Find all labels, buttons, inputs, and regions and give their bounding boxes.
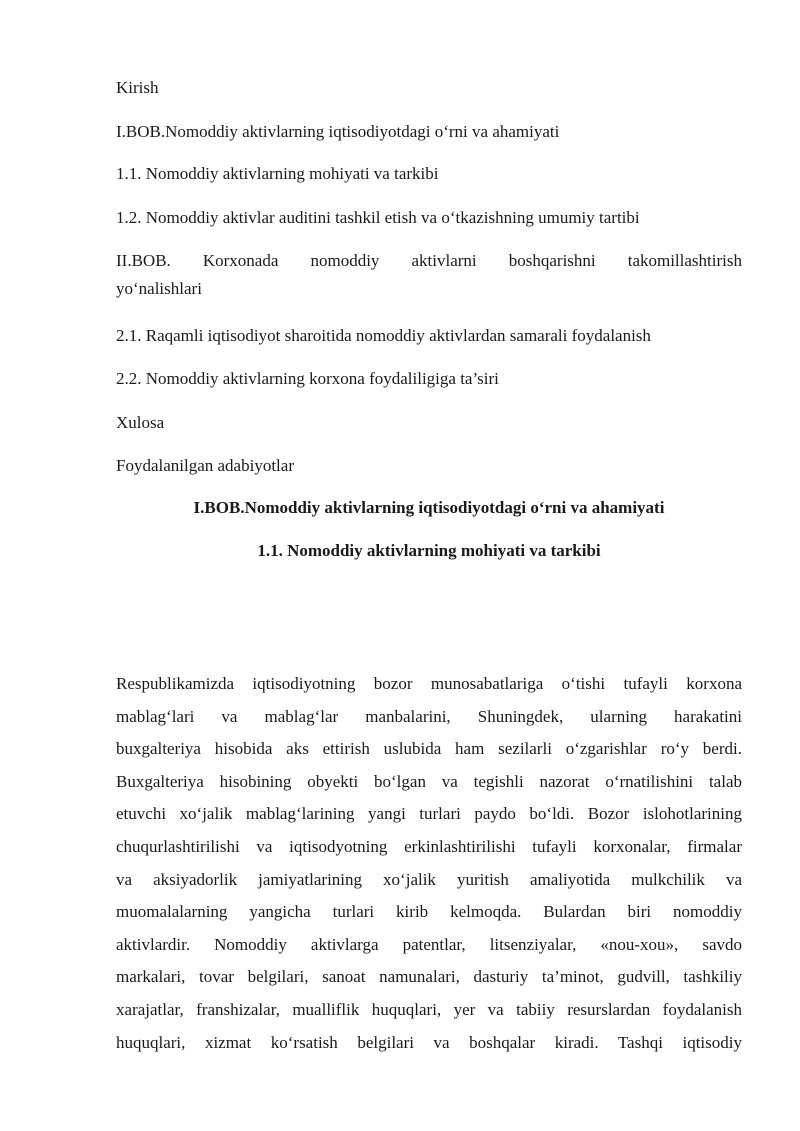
toc-item-section-2-2: 2.2. Nomoddiy aktivlarning korxona foydaliligiga ta’siri bbox=[116, 369, 499, 388]
body-line: Respublikamizda iqtisodiyotning bozor munosabatlariga o‘tishi tufayli korxona bbox=[116, 674, 742, 693]
body-line: huquqlari, xizmat ko‘rsatish belgilari va boshqalar kiradi. Tashqi iqtisodiy bbox=[116, 1032, 742, 1052]
body-line: buxgalteriya hisobida aks ettirish uslubida ham sezilarli o‘zgarishlar ro‘y berdi. bbox=[116, 739, 742, 759]
body-line: markalari, tovar belgilari, sanoat namunalari, dasturiy ta’minot, gudvill, tashkiliy bbox=[116, 967, 742, 987]
toc-item-chapter-2-line-1: II.BOB. Korxonada nomoddiy aktivlarni boshqarishni takomillashtirish bbox=[116, 251, 742, 270]
toc-item-chapter-2-line-2: yo‘nalishlari bbox=[116, 279, 202, 298]
toc-item-chapter-2 bbox=[116, 247, 742, 303]
body-line: mablag‘lari va mablag‘lar manbalarini, Shuningdek, ularning harakatini bbox=[116, 706, 742, 726]
body-line: xarajatlar, franshizalar, mualliflik huquqlari, yer va tabiiy resurslardan foydalanish bbox=[116, 999, 742, 1019]
toc-item-chapter-1: I.BOB.Nomoddiy aktivlarning iqtisodiyotdagi o‘rni va ahamiyati bbox=[116, 122, 560, 141]
chapter-heading: I.BOB.Nomoddiy aktivlarning iqtisodiyotdagi o‘rni va ahamiyati bbox=[193, 498, 665, 517]
body-line: etuvchi xo‘jalik mablag‘larining yangi turlari paydo bo‘ldi. Bozor islohotlarining bbox=[116, 804, 742, 824]
body-line: chuqurlashtirilishi va iqtisodyotning erkinlashtirilishi tufayli korxonalar, firmalar bbox=[116, 836, 742, 856]
body-line: Buxgalteriya hisobining obyekti bo‘lgan va tegishli nazorat o‘rnatilishini talab bbox=[116, 771, 742, 791]
toc-item-adabiyotlar: Foydalanilgan adabiyotlar bbox=[116, 456, 294, 475]
toc-item-section-1-1: 1.1. Nomoddiy aktivlarning mohiyati va tarkibi bbox=[116, 164, 439, 183]
toc-item-section-1-2: 1.2. Nomoddiy aktivlar auditini tashkil etish va o‘tkazishning umumiy tartibi bbox=[116, 208, 640, 227]
toc-item-xulosa: Xulosa bbox=[116, 413, 165, 432]
section-heading: 1.1. Nomoddiy aktivlarning mohiyati va tarkibi bbox=[257, 541, 601, 560]
toc-item-kirish: Kirish bbox=[116, 78, 159, 97]
body-line: aktivlardir. Nomoddiy aktivlarga patentlar, litsenziyalar, «nou-xou», savdo bbox=[116, 934, 742, 954]
toc-item-section-2-1: 2.1. Raqamli iqtisodiyot sharoitida nomoddiy aktivlardan samarali foydalanish bbox=[116, 326, 651, 345]
body-line: muomalalarning yangicha turlari kirib kelmoqda. Bulardan biri nomoddiy bbox=[116, 902, 742, 922]
body-line: va aksiyadorlik jamiyatlarining xo‘jalik yuritish amaliyotida mulkchilik va bbox=[116, 869, 742, 889]
body-paragraph bbox=[116, 668, 742, 1059]
